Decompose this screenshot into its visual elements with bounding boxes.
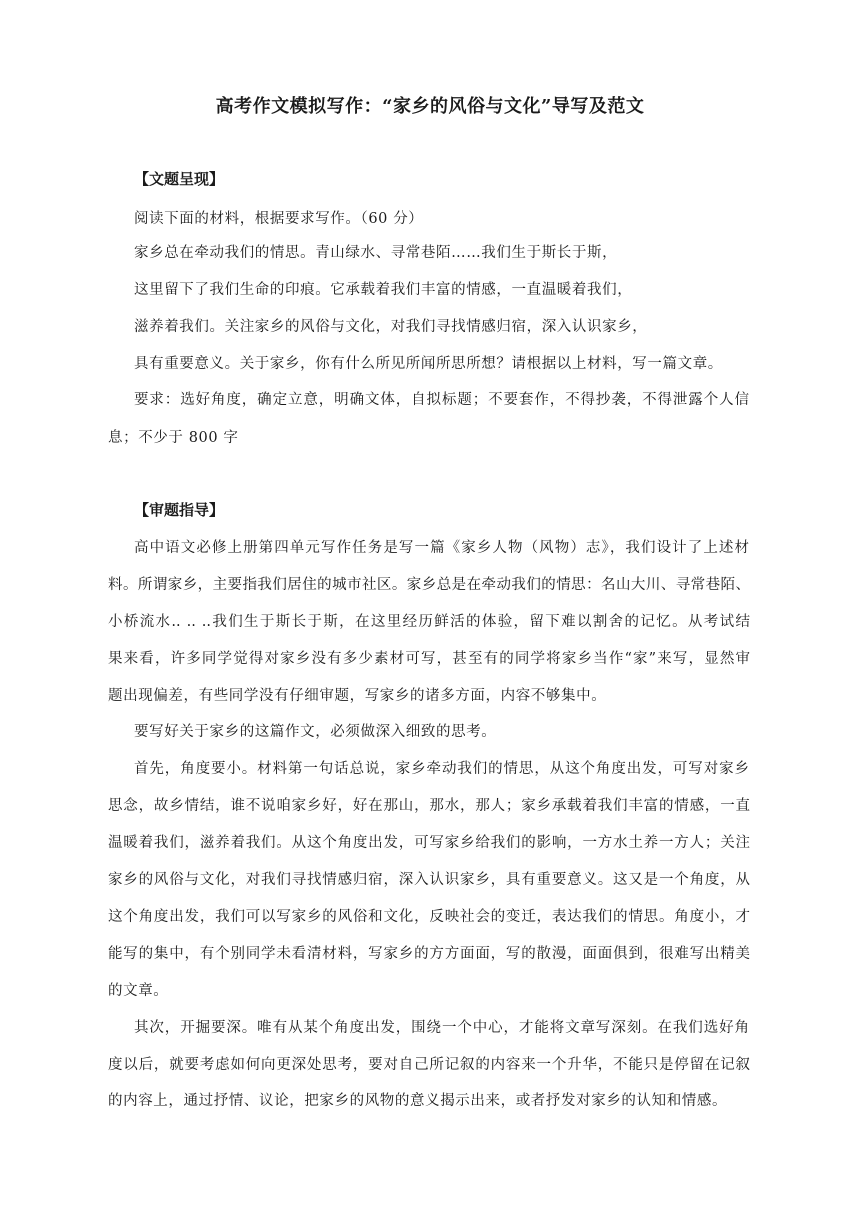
- paragraph-line: 的文章。: [108, 983, 169, 999]
- paragraph-line: 题出现偏差，有些同学没有仔细审题，写家乡的诸多方面，内容不够集中。: [108, 688, 607, 704]
- paragraph-line: 滋养着我们。关注家乡的风俗与文化，对我们寻找情感归宿，深入认识家乡，: [134, 319, 648, 335]
- paragraph-line: 息；不少于 800 字: [108, 430, 239, 446]
- paragraph-line: 阅读下面的材料，根据要求写作。（60 分）: [134, 211, 424, 227]
- paragraph-line: 这里留下了我们生命的印痕。它承载着我们丰富的情感，一直温暖着我们，: [134, 282, 633, 298]
- paragraph-line: 要求：选好角度，确定立意，明确文体，自拟标题；不要套作，不得抄袭，不得泄露个人信: [134, 392, 749, 408]
- paragraph-line: 思念，故乡情结，谁不说咱家乡好，好在那山，那水，那人；家乡承载着我们丰富的情感，一直: [108, 798, 750, 814]
- paragraph-line: 要写好关于家乡的这篇作文，必须做深入细致的思考。: [134, 724, 497, 740]
- paragraph-line: 小桥流水.. .. ..我们生于斯长于斯，在这里经历鲜活的体验，留下难以割舍的记忆。从考试结: [108, 614, 750, 630]
- paragraph-line: 的内容上，通过抒情、议论，把家乡的风物的意义揭示出来，或者抒发对家乡的认知和情感。: [108, 1093, 728, 1109]
- paragraph-line: 能写的集中，有个别同学未看清材料，写家乡的方方面面，写的散漫，面面俱到，很难写出精美: [108, 946, 750, 962]
- section-heading-prompt: 【文题呈现】: [134, 170, 225, 188]
- paragraph-line: 家乡的风俗与文化，对我们寻找情感归宿，深入认识家乡，具有重要意义。这又是一个角度，从: [108, 872, 750, 888]
- section-heading-guidance: 【审题指导】: [134, 501, 225, 519]
- paragraph-line: 果来看，许多同学觉得对家乡没有多少素材可写，甚至有的同学将家乡当作“家”来写，显然审: [108, 651, 750, 667]
- document-title: 高考作文模拟写作：“家乡的风俗与文化”导写及范文: [215, 96, 645, 117]
- paragraph-line: 度以后，就要考虑如何向更深处思考，要对自己所记叙的内容来一个升华，不能只是停留在记叙: [108, 1057, 750, 1073]
- paragraph-line: 首先，角度要小。材料第一句话总说，家乡牵动我们的情思，从这个角度出发，可写对家乡: [134, 761, 749, 777]
- paragraph-line: 温暖着我们，滋养着我们。从这个角度出发，可写家乡给我们的影响，一方水土养一方人；关注: [108, 835, 750, 851]
- paragraph-line: 料。所谓家乡，主要指我们居住的城市社区。家乡总是在牵动我们的情思：名山大川、寻常巷陌、: [108, 577, 750, 593]
- paragraph-line: 具有重要意义。关于家乡，你有什么所见所闻所思所想？请根据以上材料，写一篇文章。: [134, 356, 723, 372]
- paragraph-line: 高中语文必修上册第四单元写作任务是写一篇《家乡人物（风物）志》，我们设计了上述材: [134, 540, 749, 556]
- paragraph-line: 家乡总在牵动我们的情思。青山绿水、寻常巷陌……我们生于斯长于斯，: [134, 245, 618, 261]
- paragraph-line: 这个角度出发，我们可以写家乡的风俗和文化，反映社会的变迁，表达我们的情思。角度小，才: [108, 909, 750, 925]
- paragraph-line: 其次，开掘要深。唯有从某个角度出发，围绕一个中心，才能将文章写深刻。在我们选好角: [134, 1020, 749, 1036]
